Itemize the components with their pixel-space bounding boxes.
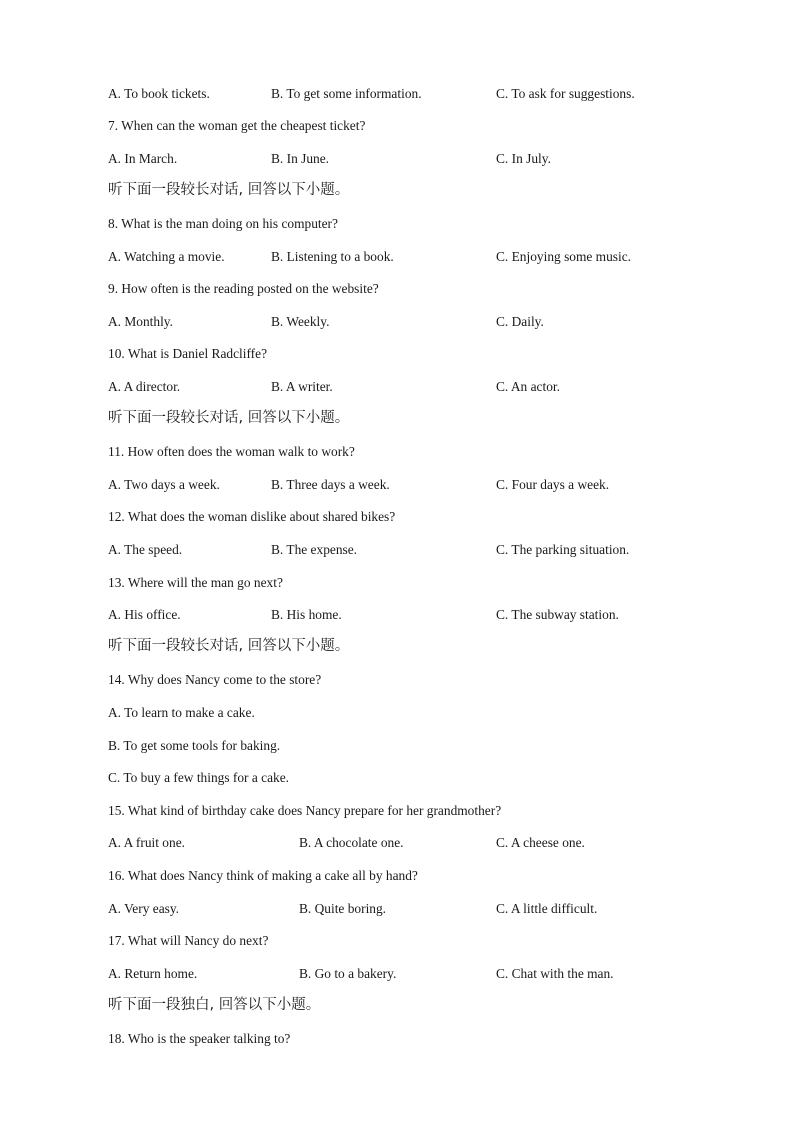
option-16b: B. Quite boring. xyxy=(299,901,387,916)
question-17: 17. What will Nancy do next? xyxy=(108,933,269,948)
option-13a: A. His office. xyxy=(108,607,181,622)
option-15c: C. A cheese one. xyxy=(496,835,585,850)
option-17b: B. Go to a bakery. xyxy=(299,966,397,981)
question-15: 15. What kind of birthday cake does Nancy prepare for her grandmother? xyxy=(108,803,502,818)
option-11c: C. Four days a week. xyxy=(496,477,610,492)
option-8b: B. Listening to a book. xyxy=(271,249,394,264)
question-9: 9. How often is the reading posted on the website? xyxy=(108,281,379,296)
option-6a: A. To book tickets. xyxy=(108,86,210,101)
question-16: 16. What does Nancy think of making a cake all by hand? xyxy=(108,868,418,883)
option-7c: C. In July. xyxy=(496,151,551,166)
option-7b: B. In June. xyxy=(271,151,330,166)
option-14c: C. To buy a few things for a cake. xyxy=(108,770,290,785)
question-13: 13. Where will the man go next? xyxy=(108,575,283,590)
option-17c: C. Chat with the man. xyxy=(496,966,614,981)
option-13c: C. The subway station. xyxy=(496,607,619,622)
question-7: 7. When can the woman get the cheapest ticket? xyxy=(108,118,366,133)
option-15a: A. A fruit one. xyxy=(108,835,185,850)
option-8c: C. Enjoying some music. xyxy=(496,249,632,264)
question-8: 8. What is the man doing on his computer? xyxy=(108,216,338,231)
option-9c: C. Daily. xyxy=(496,314,544,329)
section-heading-4: 听下面一段独白, 回答以下小题。 xyxy=(108,997,321,1013)
option-17a: A. Return home. xyxy=(108,966,198,981)
option-10c: C. An actor. xyxy=(496,379,560,394)
option-10b: B. A writer. xyxy=(271,379,333,394)
option-11a: A. Two days a week. xyxy=(108,477,220,492)
option-9b: B. Weekly. xyxy=(271,314,330,329)
option-12b: B. The expense. xyxy=(271,542,358,557)
option-14b: B. To get some tools for baking. xyxy=(108,738,281,753)
option-15b: B. A chocolate one. xyxy=(299,835,404,850)
option-12a: A. The speed. xyxy=(108,542,183,557)
option-9a: A. Monthly. xyxy=(108,314,173,329)
option-6c: C. To ask for suggestions. xyxy=(496,86,635,101)
section-heading-3: 听下面一段较长对话, 回答以下小题。 xyxy=(108,638,350,654)
option-7a: A. In March. xyxy=(108,151,178,166)
option-14a: A. To learn to make a cake. xyxy=(108,705,255,720)
option-8a: A. Watching a movie. xyxy=(108,249,225,264)
option-12c: C. The parking situation. xyxy=(496,542,630,557)
section-heading-1: 听下面一段较长对话, 回答以下小题。 xyxy=(108,182,350,198)
section-heading-2: 听下面一段较长对话, 回答以下小题。 xyxy=(108,410,350,426)
option-16a: A. Very easy. xyxy=(108,901,180,916)
question-14: 14. Why does Nancy come to the store? xyxy=(108,672,322,687)
option-10a: A. A director. xyxy=(108,379,181,394)
question-18: 18. Who is the speaker talking to? xyxy=(108,1031,291,1046)
question-11: 11. How often does the woman walk to work? xyxy=(108,444,355,459)
option-6b: B. To get some information. xyxy=(271,86,422,101)
question-10: 10. What is Daniel Radcliffe? xyxy=(108,346,268,361)
option-11b: B. Three days a week. xyxy=(271,477,390,492)
question-12: 12. What does the woman dislike about shared bikes? xyxy=(108,509,396,524)
option-13b: B. His home. xyxy=(271,607,342,622)
option-16c: C. A little difficult. xyxy=(496,901,598,916)
